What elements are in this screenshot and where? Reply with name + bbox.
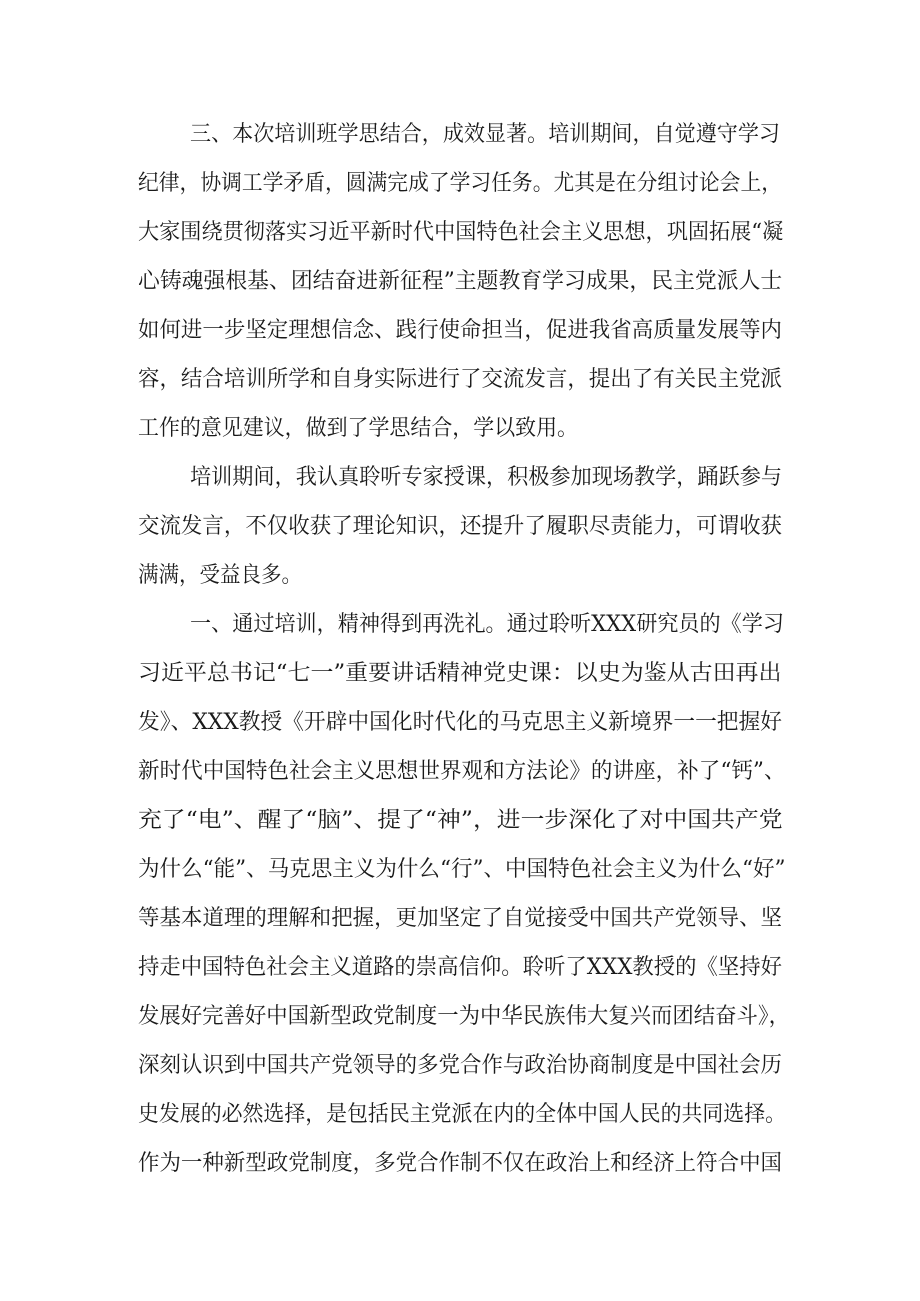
text-line: 发展好完善好中国新型政党制度一为中华民族伟大复兴而团结奋斗》，: [138, 1004, 791, 1029]
text-line: 深刻认识到中国共产党领导的多党合作与政治协商制度是中国社会历: [138, 1053, 783, 1078]
text-line: 交流发言，不仅收获了理论知识，还提升了履职尽责能力，可谓收获: [138, 514, 783, 539]
text-line: 工作的意见建议，做到了学思结合，学以致用。: [138, 416, 579, 441]
text-line: 等基本道理的理解和把握，更加坚定了自觉接受中国共产党领导、坚: [138, 906, 783, 931]
text-line: 心铸魂强根基、团结奋进新征程”主题教育学习成果，民主党派人士: [138, 269, 783, 294]
text-line: 容，结合培训所学和自身实际进行了交流发言，提出了有关民主党派: [138, 367, 783, 392]
text-line: 三、本次培训班学思结合，成效显著。培训期间，自觉遵守学习: [190, 122, 781, 147]
text-line: 纪律，协调工学矛盾，圆满完成了学习任务。尤其是在分组讨论会上，: [138, 171, 783, 196]
text-line: 持走中国特色社会主义道路的崇高信仰。聆听了XXX教授的《坚持好: [138, 955, 782, 980]
text-line: 作为一种新型政党制度，多党合作制不仅在政治上和经济上符合中国: [138, 1151, 783, 1176]
text-line: 大家围绕贯彻落实习近平新时代中国特色社会主义思想，巩固拓展“凝: [138, 220, 784, 245]
text-line: 一、通过培训，精神得到再洗礼。通过聆听XXX研究员的《学习: [190, 612, 784, 637]
text-line: 发》、XXX教授《开辟中国化时代化的马克思主义新境界一一把握好: [138, 710, 782, 735]
text-line: 习近平总书记“七一”重要讲话精神党史课：以史为鉴从古田再出: [138, 661, 782, 686]
text-line: 如何进一步坚定理想信念、践行使命担当，促进我省高质量发展等内: [138, 318, 783, 343]
text-line: 新时代中国特色社会主义思想世界观和方法论》的讲座，补了“钙”、: [138, 759, 786, 784]
text-line: 满满，受益良多。: [138, 563, 303, 588]
text-line: 史发展的必然选择，是包括民主党派在内的全体中国人民的共同选择。: [138, 1102, 787, 1127]
text-line: 培训期间，我认真聆听专家授课，积极参加现场教学，踊跃参与: [190, 465, 783, 490]
text-line: 充了“电”、醒了“脑”、提了“神”，进一步深化了对中国共产党: [138, 808, 783, 833]
text-line: 为什么“能”、马克思主义为什么“行”、中国特色社会主义为什么“好”: [138, 857, 786, 882]
